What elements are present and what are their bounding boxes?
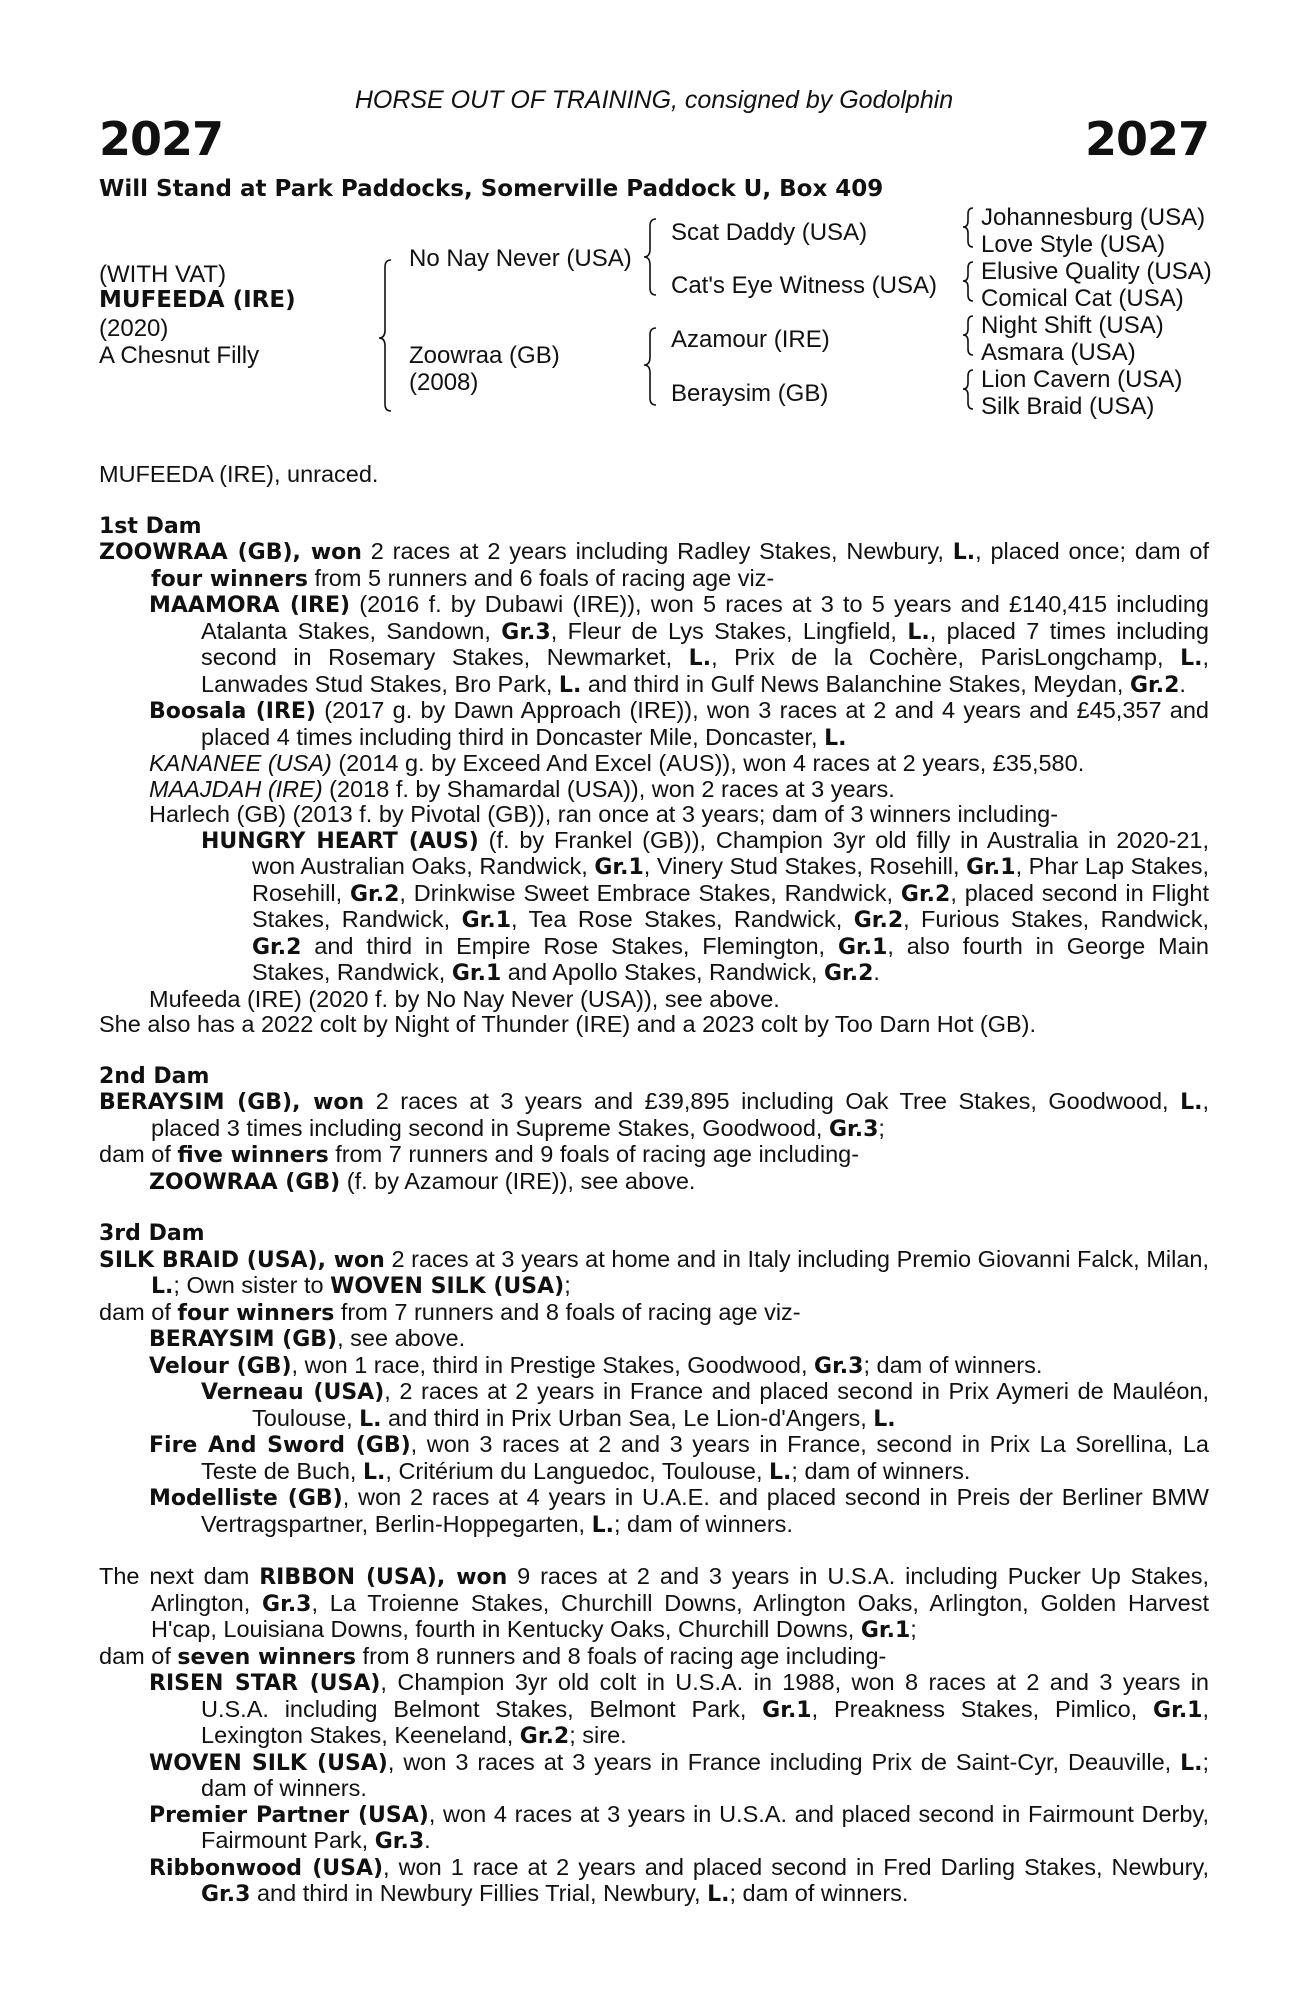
horse-name: MUFEEDA (IRE) (99, 287, 296, 313)
third-dam-heading: 3rd Dam (99, 1221, 205, 1246)
produce-verneau: Verneau (USA), 2 races at 2 years in France and placed second in Prix Aymeri de Mauléon, Toulouse, L. and third in Prix Urban Sea, Le Lion-d'Angers, L. (201, 1378, 1209, 1432)
pedigree-table (99, 204, 1212, 420)
second-dam-entry: BERAYSIM (GB), won 2 races at 3 years and £39,895 including Oak Tree Stakes, Goodwood, L., placed 3 times including second in Supreme Stakes, Goodwood, Gr.3; (99, 1088, 1209, 1142)
produce-risen-star: RISEN STAR (USA), Champion 3yr old colt in U.S.A. in 1988, won 8 races at 2 and 3 years in U.S.A. including Belmont Stakes, Belmont Park, Gr.1, Preakness Stakes, Pimlico, Gr.1, Lexington Stakes, Keeneland, Gr.2; sire. (149, 1669, 1210, 1749)
ggd-3: Asmara (USA) (981, 339, 1136, 366)
produce-modelliste: Modelliste (GB), won 2 races at 4 years in U.A.E. and placed second in Preis der Berliner BMW Vertragspartner, Berlin-Hoppegarten, L.; dam of winners. (149, 1484, 1209, 1538)
ggd-1: Love Style (USA) (981, 231, 1166, 258)
horse-year: (2020) (99, 315, 169, 342)
dam-sire: Azamour (IRE) (671, 326, 830, 353)
ggd-2: Comical Cat (USA) (981, 285, 1184, 312)
produce-woven-silk: WOVEN SILK (USA), won 3 races at 3 years in France including Prix de Saint-Cyr, Deauville, L.; dam of winners. (149, 1748, 1210, 1801)
produce-maajdah: MAAJDAH (IRE) (2018 f. by Shamardal (USA)), won 2 races at 3 years. (149, 775, 895, 802)
produce-beraysim: BERAYSIM (GB), see above. (149, 1325, 466, 1352)
dam-dam: Beraysim (GB) (671, 380, 829, 407)
produce-kananee: KANANEE (USA) (2014 g. by Exceed And Excel (AUS)), won 4 races at 2 years, £35,580. (149, 750, 1085, 776)
produce-harlech: Harlech (GB) (2013 f. by Pivotal (GB)), ran once at 3 years; dam of 3 winners including- (149, 801, 1059, 827)
produce-premier-partner: Premier Partner (USA), won 4 races at 3 years in U.S.A. and placed second in Fairmount Derby, Fairmount Park, Gr.3. (149, 1800, 1209, 1854)
vat-note: (WITH VAT) (99, 261, 227, 288)
produce-mufeeda: Mufeeda (IRE) (2020 f. by No Nay Never (USA)), see above. (149, 985, 780, 1012)
dam-year: (2008) (409, 369, 479, 396)
produce-maamora: MAAMORA (IRE) (2016 f. by Dubawi (IRE)), won 5 races at 3 to 5 years and £140,415 including Atalanta Stakes, Sandown, Gr.3, Fleur de Lys Stakes, Lingfield, L., placed 7 times including second in Rosemary Stakes, Newmarket, L., Prix de la Cochère, ParisLongchamp, L., Lanwades Stud Stakes, Bro Park, L. and third in Gulf News Balanchine Stakes, Meydan, Gr.2. (149, 591, 1209, 698)
sire: No Nay Never (USA) (409, 245, 632, 272)
consignor-line: HORSE OUT OF TRAINING, consigned by Godolphin (354, 86, 954, 114)
dam: Zoowraa (GB) (409, 342, 560, 369)
catalogue-notes (99, 462, 1209, 1908)
produce-velour: Velour (GB), won 1 race, third in Prestige Stakes, Goodwood, Gr.3; dam of winners. (149, 1351, 1043, 1379)
ggd-4: Silk Braid (USA) (981, 393, 1155, 420)
ggs-2: Elusive Quality (USA) (981, 258, 1212, 285)
next-dam-produce-summary: dam of seven winners from 8 runners and 8 foals of racing age including- (99, 1642, 887, 1670)
ggs-3: Night Shift (USA) (981, 312, 1164, 339)
intro-line: MUFEEDA (IRE), unraced. (99, 461, 379, 487)
produce-zoowraa: ZOOWRAA (GB) (f. by Azamour (IRE)), see above. (149, 1167, 696, 1195)
sire-sire: Scat Daddy (USA) (671, 219, 868, 246)
lot-number-right: 2027 (1084, 112, 1209, 166)
stabling-line: Will Stand at Park Paddocks, Somerville Paddock U, Box 409 (99, 176, 884, 202)
produce-boosala: Boosala (IRE) (2017 g. by Dawn Approach (IRE)), won 3 races at 2 and 4 years and £45,357 and placed 4 times including third in Doncaster Mile, Doncaster, L. (149, 697, 1209, 751)
second-dam-produce-summary: dam of five winners from 7 runners and 9 foals of racing age including- (99, 1141, 860, 1168)
lot-number-left: 2027 (99, 112, 224, 166)
produce-hungry-heart: HUNGRY HEART (AUS) (f. by Frankel (GB)), Champion 3yr old filly in Australia in 2020-21, won Australian Oaks, Randwick, Gr.1, Vinery Stud Stakes, Rosehill, Gr.1, Phar Lap Stakes, Rosehill, Gr.2, Drinkwise Sweet Embrace Stakes, Randwick, Gr.2, placed second in Flight Stakes, Randwick, Gr.1, Tea Rose Stakes, Randwick, Gr.2, Furious Stakes, Randwick, Gr.2 and third in Empire Rose Stakes, Flemington, Gr.1, also fourth in George Main Stakes, Randwick, Gr.1 and Apollo Stakes, Randwick, Gr.2. (201, 826, 1210, 986)
produce-ribbonwood: Ribbonwood (USA), won 1 race at 2 years and placed second in Fred Darling Stakes, Newbury, Gr.3 and third in Newbury Fillies Trial, Newbury, L.; dam of winners. (149, 1853, 1209, 1907)
younger-foals: She also has a 2022 colt by Night of Thunder (IRE) and a 2023 colt by Too Darn Hot (GB). (99, 1011, 1037, 1037)
ggs-1: Johannesburg (USA) (981, 204, 1206, 231)
ggs-4: Lion Cavern (USA) (981, 366, 1183, 393)
third-dam-produce-summary: dam of four winners from 7 runners and 8 foals of racing age viz- (99, 1298, 801, 1326)
sire-dam: Cat's Eye Witness (USA) (671, 272, 937, 299)
third-dam-entry: SILK BRAID (USA), won 2 races at 3 years at home and in Italy including Premio Giovanni Falck, Milan, L.; Own sister to WOVEN SILK (USA); (99, 1245, 1210, 1299)
first-dam-heading: 1st Dam (99, 513, 202, 539)
produce-fire-and-sword: Fire And Sword (GB), won 3 races at 2 and 3 years in France, second in Prix La Sorellina, La Teste de Buch, L., Critérium du Languedoc, Toulouse, L.; dam of winners. (149, 1431, 1209, 1485)
first-dam-entry: ZOOWRAA (GB), won 2 races at 2 years including Radley Stakes, Newbury, L., placed once; dam of four winners from 5 runners and 6 foals of racing age viz- (99, 538, 1209, 592)
next-dam-entry: The next dam RIBBON (USA), won 9 races at 2 and 3 years in U.S.A. including Pucker Up Stakes, Arlington, Gr.3, La Troienne Stakes, Churchill Downs, Arlington Oaks, Arlington, Golden Harvest H'cap, Louisiana Downs, fourth in Kentucky Oaks, Churchill Downs, Gr.1; (99, 1563, 1210, 1643)
horse-description: A Chesnut Filly (99, 342, 260, 369)
second-dam-heading: 2nd Dam (99, 1063, 210, 1089)
